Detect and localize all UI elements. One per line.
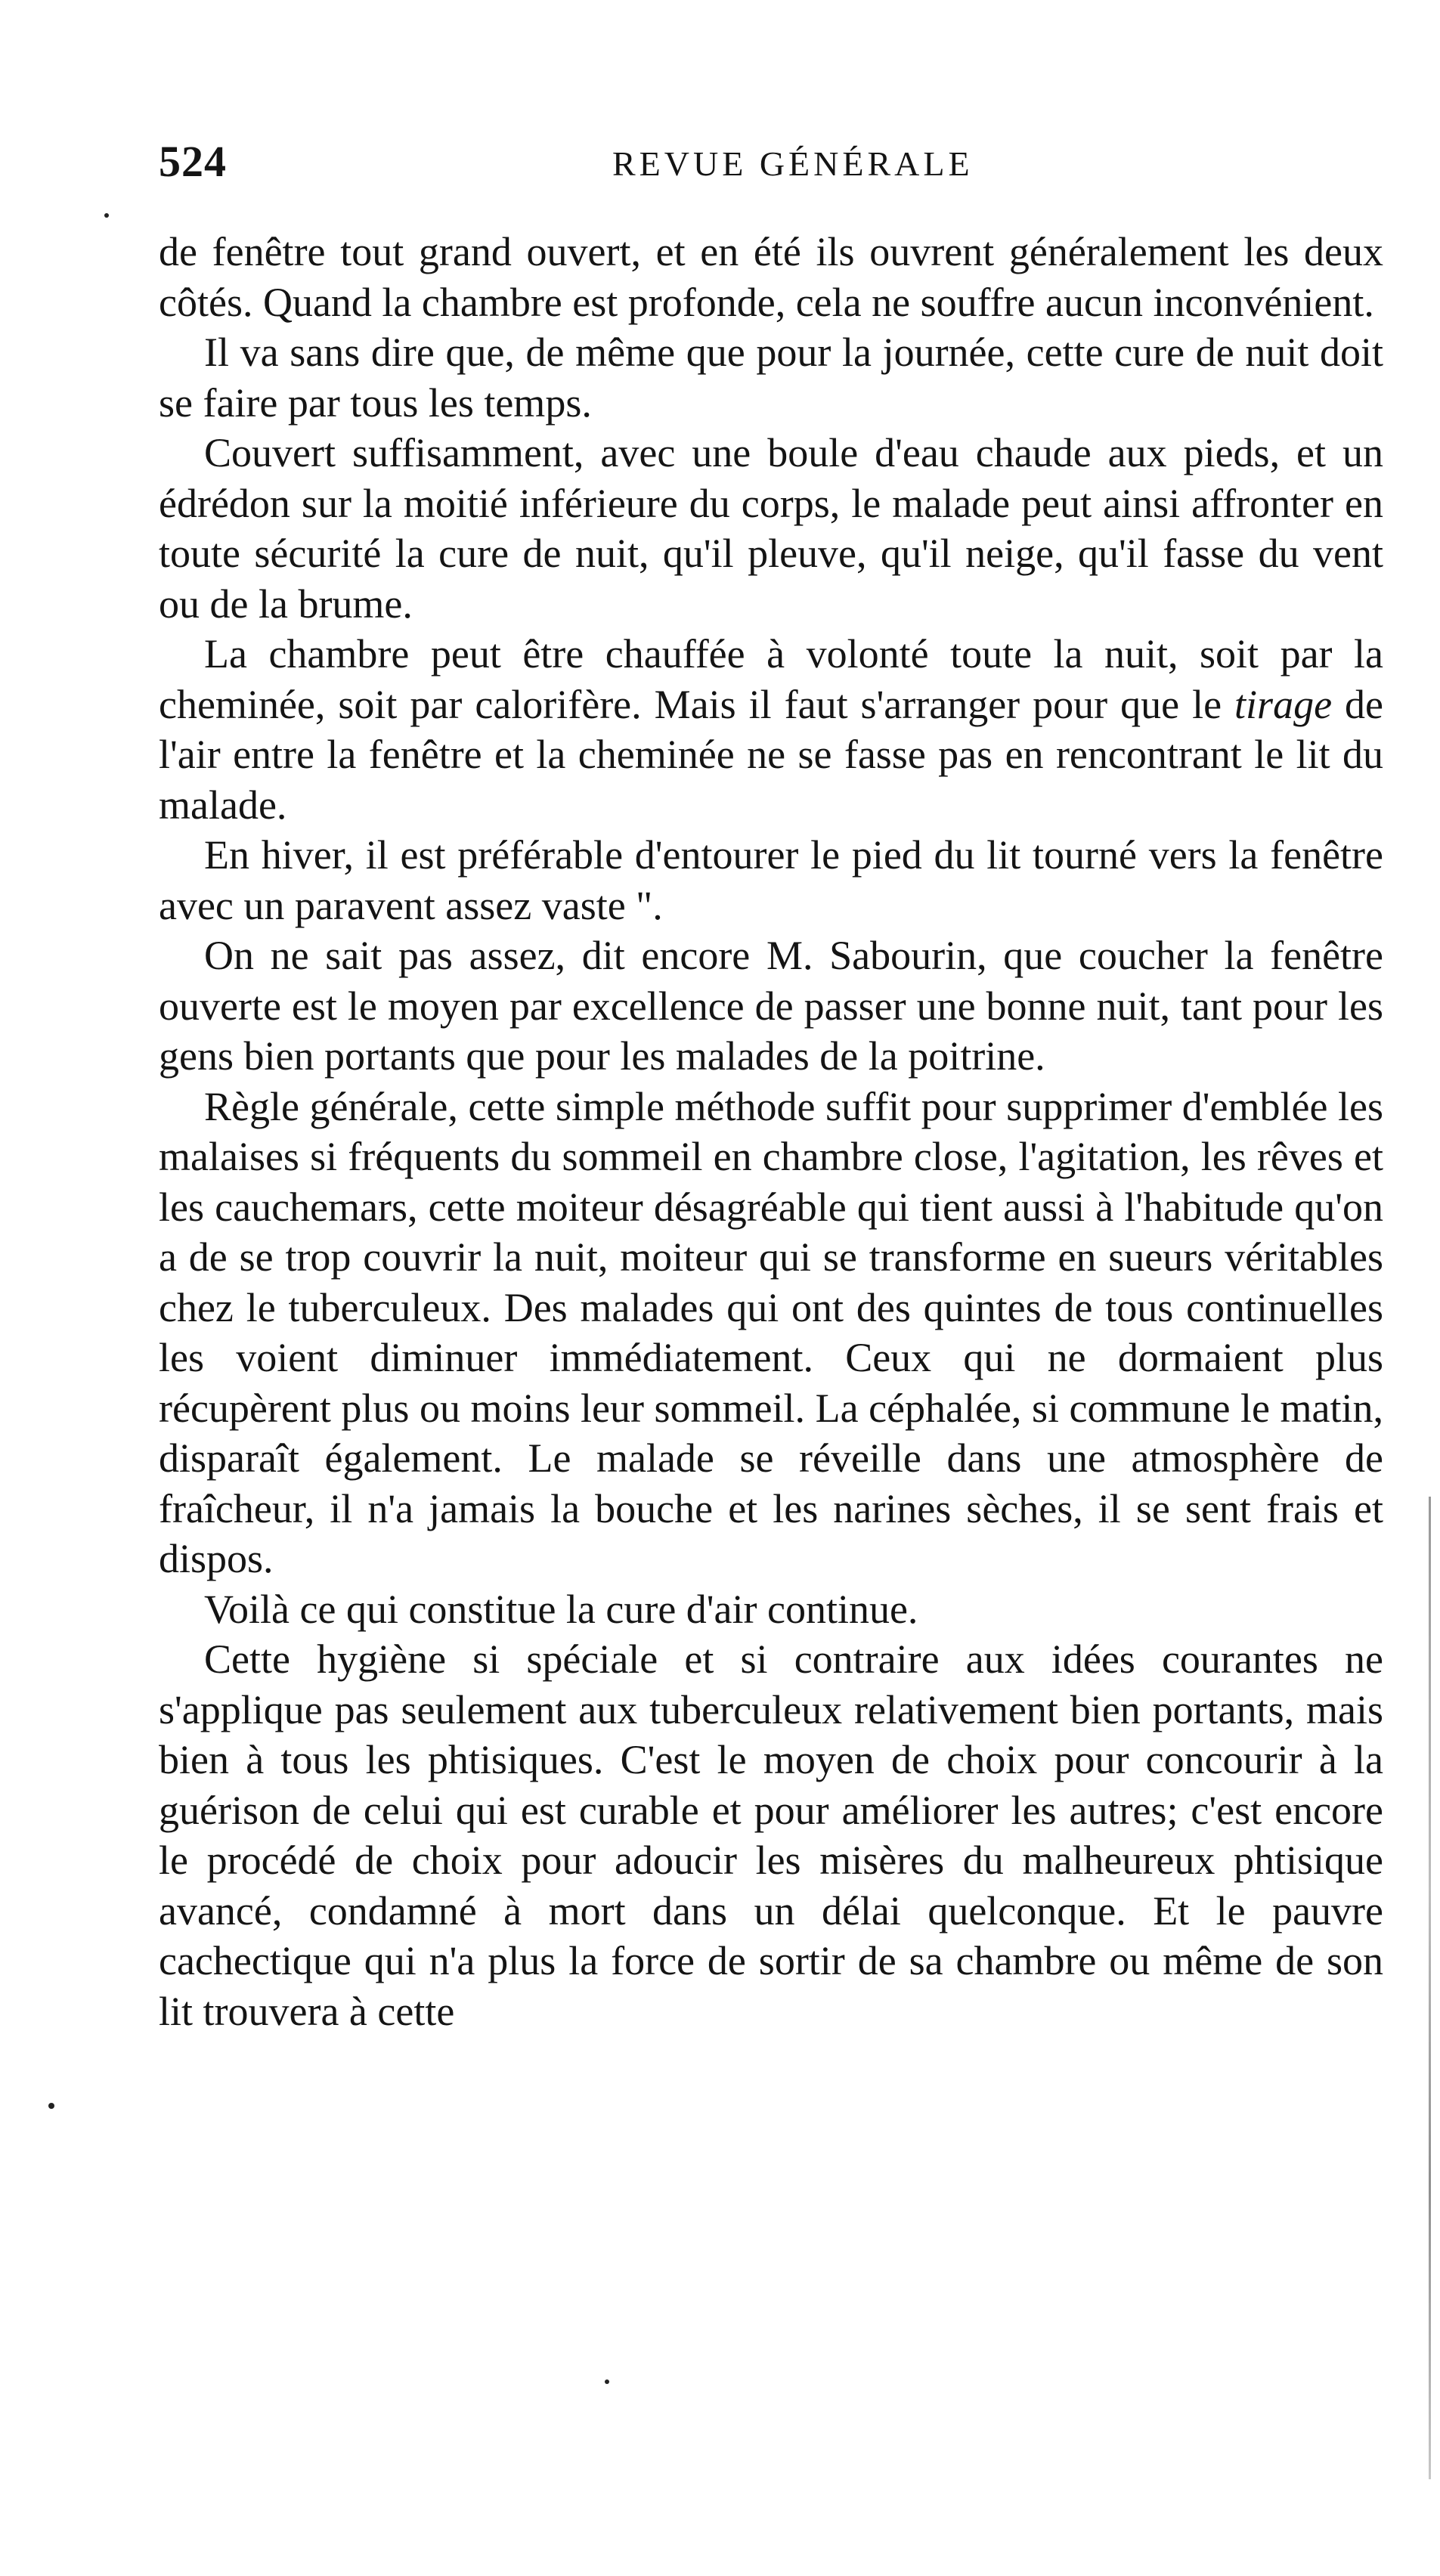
paragraph: de fenêtre tout grand ouvert, et en été ils ouvrent généralement les deux côtés. Quand la chambre est profonde, cela ne souffre aucun inconvénient. [159,229,1383,325]
paragraph: En hiver, il est préférable d'entourer le pied du lit tourné vers la fenêtre avec un paravent assez vaste ". [159,832,1383,928]
running-title: REVUE GÉNÉRALE [612,144,974,183]
body-text [159,227,1383,2036]
page-edge-shadow [1429,1497,1431,2479]
paragraph: Couvert suffisamment, avec une boule d'eau chaude aux pieds, et un édrédon sur la moitié inférieure du corps, le malade peut ainsi affronter en toute sécurité la cure de nuit, qu'il pleuve, qu'il neige, qu'il fasse du vent ou de la brume. [159,430,1383,627]
italic-term: tirage [1234,681,1333,727]
paragraph: La chambre peut être chauffée à volonté toute la nuit, soit par la cheminée, soit par calorifère. Mais il faut s'arranger pour que le tirage de l'air entre la fenêtre et la cheminée ne se fasse pas en rencontrant le lit du malade. [159,631,1384,828]
paragraph: Cette hygiène si spéciale et si contraire aux idées courantes ne s'applique pas seulement aux tuberculeux relativement bien portants, mais bien à tous les phtisiques. C'est le moyen de choix pour concourir à la guérison de celui qui est curable et pour améliorer les autres; c'est encore le procédé de choix pour adoucir les misères du malheureux phtisique avancé, condamné à mort dans un délai quelconque. Et le pauvre cachectique qui n'a plus la force de sortir de sa chambre ou même de son lit trouvera à cette [159,1636,1383,2034]
margin-speck [605,2379,609,2384]
paragraph: Voilà ce qui constitue la cure d'air continue. [204,1586,918,1632]
paragraph: Règle générale, cette simple méthode suffit pour supprimer d'emblée les malaises si fréquents du sommeil en chambre close, l'agitation, les rêves et les cauchemars, cette moiteur désagréable qui tient aussi à l'habitude qu'on a de se trop couvrir la nuit, moiteur qui se transforme en sueurs véritables chez le tuberculeux. Des malades qui ont des quintes de tous continuelles les voient diminuer immédiatement. Ceux qui ne dormaient plus récupèrent plus ou moins leur sommeil. La céphalée, si commune le matin, disparaît également. Le malade se réveille dans une atmosphère de fraîcheur, il n'a jamais la bouche et les narines sèches, il se sent frais et dispos. [159,1083,1383,1581]
paragraph: On ne sait pas assez, dit encore M. Sabourin, que coucher la fenêtre ouverte est le moyen par excellence de passer une bonne nuit, tant pour les gens bien portants que pour les malades de la poitrine. [159,933,1383,1079]
paragraph: Il va sans dire que, de même que pour la journée, cette cure de nuit doit se faire par tous les temps. [159,330,1383,426]
margin-speck [104,213,109,218]
page-number: 524 [159,137,227,186]
page-header [159,136,1383,197]
margin-speck [48,2103,54,2109]
